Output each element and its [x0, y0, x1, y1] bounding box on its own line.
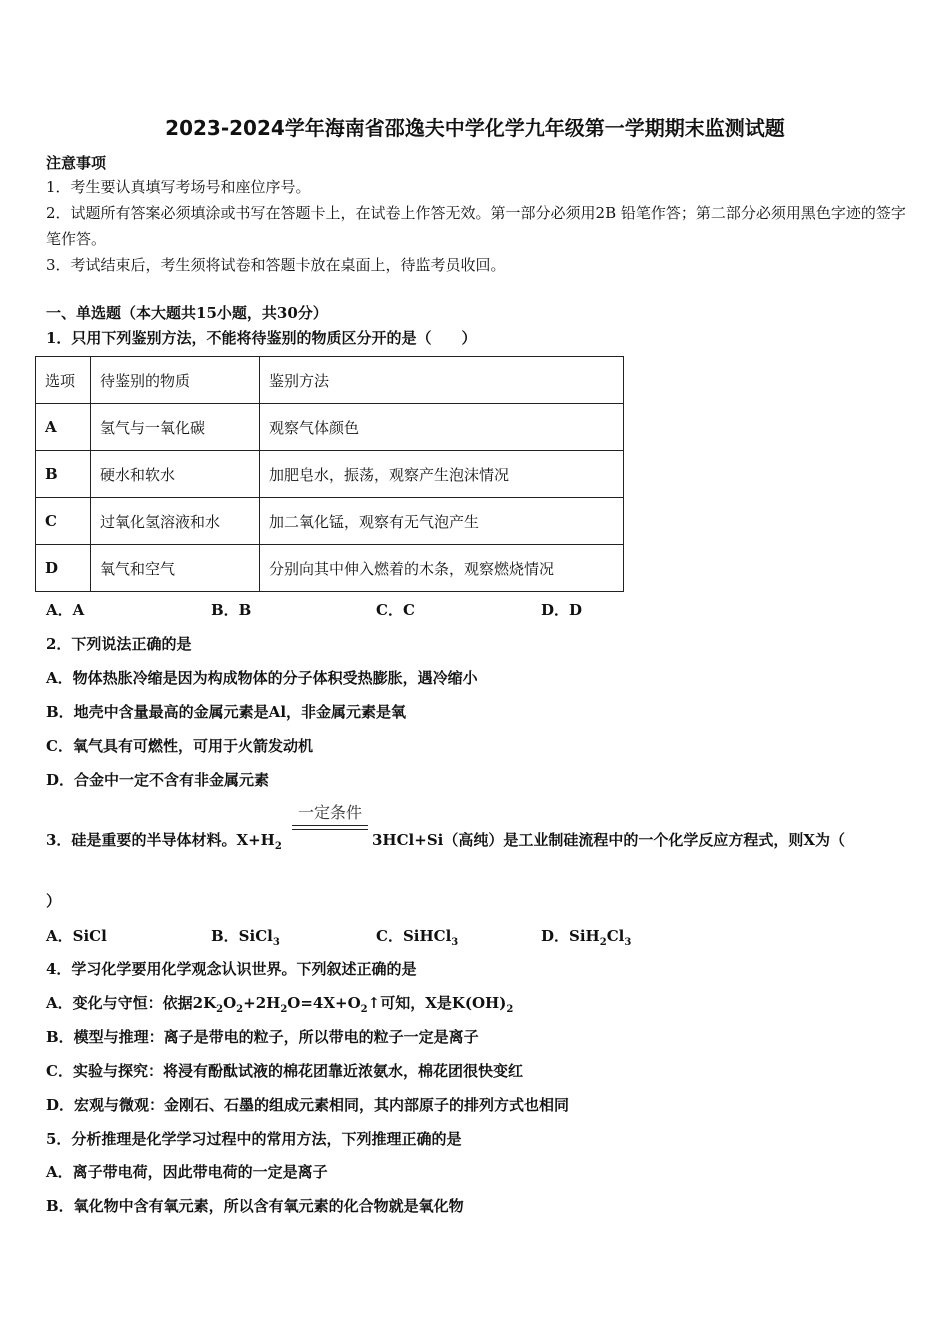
q2-option-c: C．氧气具有可燃性，可用于火箭发动机 [46, 737, 313, 755]
table-cell: 观察气体颜色 [260, 404, 624, 451]
question-3-paren: ） [46, 892, 62, 910]
notice-heading: 注意事项 [46, 154, 107, 172]
question-1-table [35, 356, 624, 592]
table-cell: 分别向其中伸入燃着的木条，观察燃烧情况 [260, 545, 624, 592]
q2-option-a: A．物体热胀冷缩是因为构成物体的分子体积受热膨胀，遇冷缩小 [46, 669, 478, 687]
reaction-condition: 一定条件 [297, 803, 362, 822]
q4-option-b: B．模型与推理：离子是带电的粒子，所以带电的粒子一定是离子 [46, 1028, 479, 1046]
table-cell: 加二氧化锰，观察有无气泡产生 [260, 498, 624, 545]
q3-option-a: A．SiCl [46, 927, 107, 945]
table-row [36, 451, 624, 498]
table-cell: D [36, 545, 91, 592]
table-cell: 氢气与一氧化碳 [91, 404, 260, 451]
notice-item: 2．试题所有答案必须填涂或书写在答题卡上，在试卷上作答无效。第一部分必须用2B 铅笔作答；第二部分必须用黑色字迹的签字笔作答。 [46, 204, 906, 248]
q2-option-b: B．地壳中含量最高的金属元素是Al，非金属元素是氧 [46, 703, 407, 721]
table-row [36, 404, 624, 451]
q1-option-d: D．D [541, 601, 583, 619]
q4-option-d: D．宏观与微观：金刚石、石墨的组成元素相同，其内部原子的排列方式也相同 [46, 1096, 570, 1114]
question-2-stem: 2．下列说法正确的是 [46, 635, 192, 653]
reaction-arrow-line [292, 829, 368, 830]
table-cell: C [36, 498, 91, 545]
q3-option-d: D．$SiH_2Cl_3$ [541, 927, 632, 948]
table-row [36, 498, 624, 545]
table-cell: 过氧化氢溶液和水 [91, 498, 260, 545]
table-header-cell: 待鉴别的物质 [91, 357, 260, 404]
reaction-arrow-line [292, 825, 368, 826]
page-title: 2023-2024学年海南省邵逸夫中学化学九年级第一学期期末监测试题 [165, 116, 785, 140]
question-3-stem-end: 3HCl+Si（高纯）是工业制硅流程中的一个化学反应方程式，则X为（ [372, 831, 845, 849]
notice-item: 3．考试结束后，考生须将试卷和答题卡放在桌面上，待监考员收回。 [46, 256, 506, 274]
q4-option-c: C．实验与探究：将浸有酚酞试液的棉花团靠近浓氨水，棉花团很快变红 [46, 1062, 523, 1080]
table-cell: 氧气和空气 [91, 545, 260, 592]
q4-option-a: A．变化与守恒：依据$2K_2O_2+2H_2O=4X+O_2↑$可知，X是$K(OH)_2$ [46, 994, 514, 1015]
q5-option-b: B．氧化物中含有氧元素，所以含有氧元素的化合物就是氧化物 [46, 1197, 464, 1215]
notice-list [46, 174, 906, 278]
table-cell: B [36, 451, 91, 498]
notice-item: 1．考生要认真填写考场号和座位序号。 [46, 178, 311, 196]
section-heading: 一、单选题（本大题共15小题，共30分） [46, 304, 328, 322]
q1-option-a: A．A [46, 601, 85, 619]
question-1-stem: 1．只用下列鉴别方法，不能将待鉴别的物质区分开的是（ ） [46, 329, 477, 347]
q2-option-d: D．合金中一定不含有非金属元素 [46, 771, 270, 789]
question-3-stem-start: 3．硅是重要的半导体材料。$X+H_2$ [46, 831, 282, 852]
table-cell: 硬水和软水 [91, 451, 260, 498]
table-header-row [36, 357, 624, 404]
table-cell: A [36, 404, 91, 451]
question-4-stem: 4．学习化学要用化学观念认识世界。下列叙述正确的是 [46, 960, 417, 978]
q5-option-a: A．离子带电荷，因此带电荷的一定是离子 [46, 1163, 328, 1181]
q1-option-c: C．C [376, 601, 415, 619]
table-header-cell: 选项 [36, 357, 91, 404]
table-header-cell: 鉴别方法 [260, 357, 624, 404]
q3-option-b: B．SiCl$_3$ [211, 927, 280, 948]
question-5-stem: 5．分析推理是化学学习过程中的常用方法，下列推理正确的是 [46, 1130, 462, 1148]
q1-option-b: B．B [211, 601, 252, 619]
table-cell: 加肥皂水，振荡，观察产生泡沫情况 [260, 451, 624, 498]
q3-option-c: C．SiHCl$_3$ [376, 927, 459, 948]
table-row [36, 545, 624, 592]
